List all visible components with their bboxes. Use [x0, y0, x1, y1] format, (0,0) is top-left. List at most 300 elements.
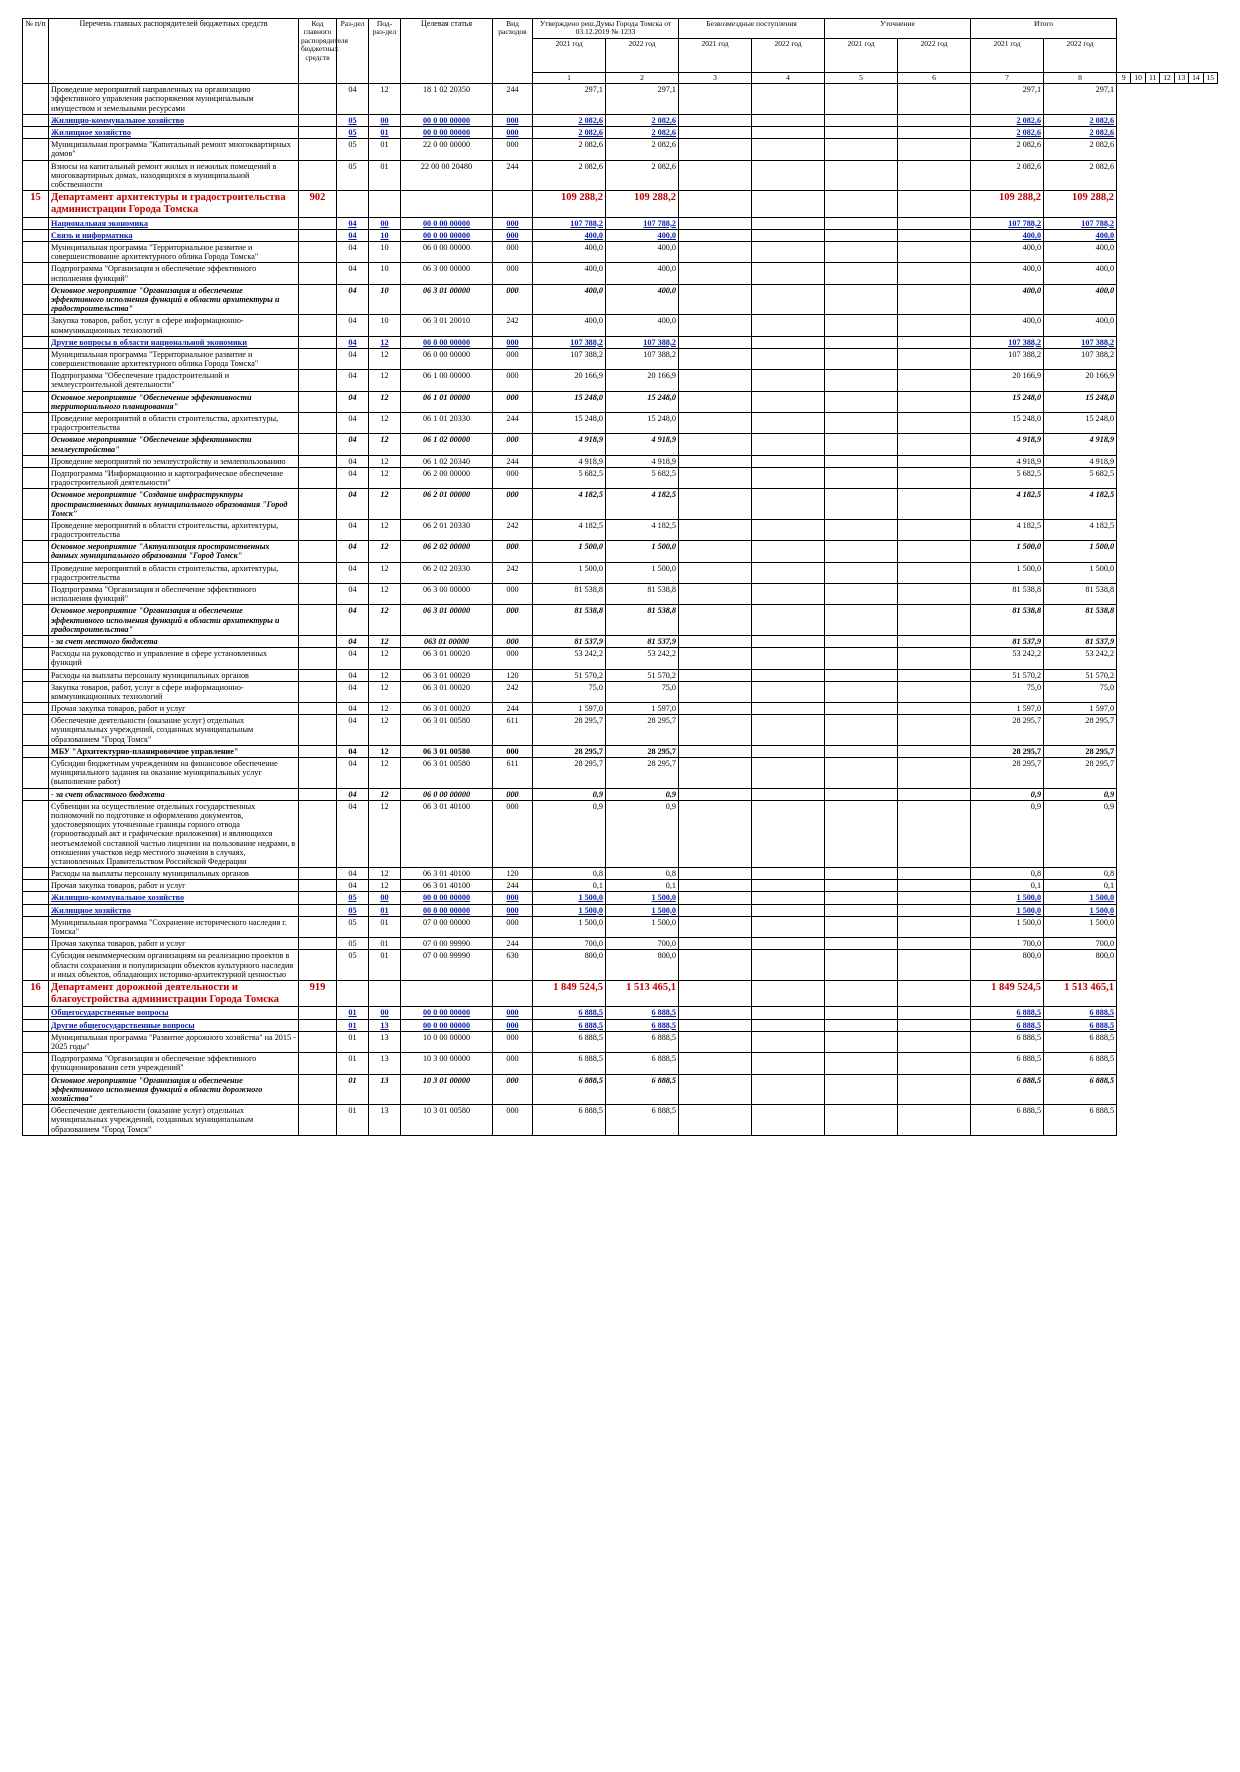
- row-itogo-2021: 4 918,9: [971, 455, 1044, 467]
- row-kod: [299, 263, 337, 284]
- row-podrazdel: 12: [369, 455, 401, 467]
- row-approved-2021: 15 248,0: [533, 391, 606, 412]
- row-vid: 611: [493, 758, 533, 789]
- row-itogo-2021: 1 597,0: [971, 703, 1044, 715]
- row-utochnenie-2022: [898, 541, 971, 562]
- table-row: [23, 160, 1218, 191]
- table-row: [23, 336, 1218, 348]
- row-approved-2021: 75,0: [533, 681, 606, 702]
- row-itogo-2022: 2 082,6: [1044, 127, 1117, 139]
- row-utochnenie-2022: [898, 370, 971, 391]
- row-utochnenie-2022: [898, 1074, 971, 1105]
- row-kod: [299, 1031, 337, 1052]
- colnum-10: 10: [1131, 72, 1145, 84]
- row-approved-2022: 1 500,0: [606, 904, 679, 916]
- row-number: [23, 84, 49, 115]
- row-approved-2021: 0,1: [533, 880, 606, 892]
- row-kod: [299, 467, 337, 488]
- row-approved-2021: 400,0: [533, 229, 606, 241]
- header-itogo-2022: 2022 год: [1044, 38, 1117, 72]
- row-celevaya: 10 0 00 00000: [401, 1031, 493, 1052]
- row-celevaya: 06 2 02 20330: [401, 562, 493, 583]
- row-celevaya: 06 3 01 40100: [401, 800, 493, 867]
- row-number: [23, 1053, 49, 1074]
- row-utochnenie-2022: [898, 348, 971, 369]
- row-podrazdel: 01: [369, 938, 401, 950]
- row-razdel: 04: [337, 315, 369, 336]
- row-bezvozmezdnye-2022: [752, 880, 825, 892]
- row-kod: [299, 1053, 337, 1074]
- row-bezvozmezdnye-2022: [752, 160, 825, 191]
- row-name: - за счет местного бюджета: [49, 635, 299, 647]
- row-kod: [299, 635, 337, 647]
- row-number: [23, 605, 49, 636]
- header-bezvozmezdnye-2021: 2021 год: [679, 38, 752, 72]
- row-utochnenie-2022: [898, 980, 971, 1007]
- row-approved-2021: 400,0: [533, 263, 606, 284]
- row-vid: 000: [493, 1053, 533, 1074]
- row-approved-2022: 28 295,7: [606, 745, 679, 757]
- row-bezvozmezdnye-2021: [679, 703, 752, 715]
- row-bezvozmezdnye-2022: [752, 868, 825, 880]
- row-number: [23, 114, 49, 126]
- row-bezvozmezdnye-2021: [679, 892, 752, 904]
- row-itogo-2021: 51 570,2: [971, 669, 1044, 681]
- row-bezvozmezdnye-2022: [752, 745, 825, 757]
- row-bezvozmezdnye-2021: [679, 584, 752, 605]
- row-kod: [299, 562, 337, 583]
- row-itogo-2021: 2 082,6: [971, 114, 1044, 126]
- row-approved-2021: 1 597,0: [533, 703, 606, 715]
- row-kod: [299, 800, 337, 867]
- row-bezvozmezdnye-2021: [679, 284, 752, 315]
- row-celevaya: 06 3 01 00580: [401, 715, 493, 746]
- row-vid: 120: [493, 868, 533, 880]
- row-razdel: 05: [337, 904, 369, 916]
- row-razdel: 04: [337, 880, 369, 892]
- row-utochnenie-2021: [825, 868, 898, 880]
- row-approved-2022: 400,0: [606, 284, 679, 315]
- row-vid: 242: [493, 681, 533, 702]
- row-approved-2022: 81 538,8: [606, 584, 679, 605]
- row-utochnenie-2021: [825, 880, 898, 892]
- row-itogo-2021: 400,0: [971, 229, 1044, 241]
- row-kod: [299, 127, 337, 139]
- row-approved-2021: 0,9: [533, 788, 606, 800]
- row-bezvozmezdnye-2022: [752, 669, 825, 681]
- row-itogo-2022: 28 295,7: [1044, 715, 1117, 746]
- row-approved-2022: 4 918,9: [606, 434, 679, 455]
- row-utochnenie-2022: [898, 648, 971, 669]
- table-row: [23, 1053, 1218, 1074]
- row-number: [23, 284, 49, 315]
- row-itogo-2021: 1 500,0: [971, 562, 1044, 583]
- row-number: [23, 1105, 49, 1136]
- row-razdel: 01: [337, 1074, 369, 1105]
- row-utochnenie-2022: [898, 434, 971, 455]
- row-podrazdel: 13: [369, 1053, 401, 1074]
- row-celevaya: 06 2 01 20330: [401, 519, 493, 540]
- row-bezvozmezdnye-2022: [752, 413, 825, 434]
- row-approved-2021: 0,9: [533, 800, 606, 867]
- table-row: [23, 681, 1218, 702]
- row-utochnenie-2021: [825, 745, 898, 757]
- table-row: [23, 191, 1218, 218]
- row-approved-2021: 400,0: [533, 242, 606, 263]
- header-group-utochnenie: Уточнение: [825, 19, 971, 39]
- row-razdel: 04: [337, 348, 369, 369]
- row-itogo-2022: 5 682,5: [1044, 467, 1117, 488]
- row-utochnenie-2022: [898, 1031, 971, 1052]
- row-approved-2022: 6 888,5: [606, 1007, 679, 1019]
- row-celevaya: 06 2 01 00000: [401, 489, 493, 520]
- row-approved-2022: 400,0: [606, 263, 679, 284]
- row-itogo-2022: 400,0: [1044, 315, 1117, 336]
- row-approved-2021: 28 295,7: [533, 758, 606, 789]
- row-bezvozmezdnye-2022: [752, 892, 825, 904]
- row-utochnenie-2021: [825, 455, 898, 467]
- row-name: Закупка товаров, работ, услуг в сфере информационно-коммуникационных технологий: [49, 315, 299, 336]
- row-name: Проведение мероприятий направленных на организацию эффективного управления распоряжения муниципальным имуществом и земельными ресурсами: [49, 84, 299, 115]
- row-number: [23, 669, 49, 681]
- row-vid: 000: [493, 139, 533, 160]
- row-kod: [299, 904, 337, 916]
- row-utochnenie-2022: [898, 669, 971, 681]
- row-name: Расходы на руководство и управление в сфере установленных функций: [49, 648, 299, 669]
- row-itogo-2021: 0,1: [971, 880, 1044, 892]
- row-number: [23, 758, 49, 789]
- row-utochnenie-2022: [898, 916, 971, 937]
- row-approved-2021: 4 918,9: [533, 434, 606, 455]
- row-name: Закупка товаров, работ, услуг в сфере информационно-коммуникационных технологий: [49, 681, 299, 702]
- row-podrazdel: 12: [369, 391, 401, 412]
- row-bezvozmezdnye-2022: [752, 1007, 825, 1019]
- row-itogo-2022: 0,8: [1044, 868, 1117, 880]
- row-bezvozmezdnye-2021: [679, 217, 752, 229]
- row-itogo-2021: 28 295,7: [971, 758, 1044, 789]
- row-kod: [299, 892, 337, 904]
- row-vid: 000: [493, 605, 533, 636]
- row-name: Прочая закупка товаров, работ и услуг: [49, 938, 299, 950]
- row-approved-2021: 28 295,7: [533, 745, 606, 757]
- row-approved-2021: 6 888,5: [533, 1074, 606, 1105]
- row-name: Взносы на капитальный ремонт жилых и нежилых помещений в многоквартирных домах, находящихся в муниципальной собственности: [49, 160, 299, 191]
- row-itogo-2022: 4 918,9: [1044, 434, 1117, 455]
- row-itogo-2022: 0,9: [1044, 800, 1117, 867]
- row-approved-2021: 6 888,5: [533, 1019, 606, 1031]
- row-utochnenie-2021: [825, 648, 898, 669]
- row-utochnenie-2021: [825, 1053, 898, 1074]
- row-podrazdel: 01: [369, 160, 401, 191]
- row-name: Муниципальная программа "Территориальное развитие и совершенствование архитектурного облика Города Томска": [49, 242, 299, 263]
- row-name: Подпрограмма "Организация и обеспечение эффективного функционирования сети учреждений": [49, 1053, 299, 1074]
- row-bezvozmezdnye-2021: [679, 916, 752, 937]
- table-row: [23, 284, 1218, 315]
- row-approved-2021: 400,0: [533, 284, 606, 315]
- row-bezvozmezdnye-2021: [679, 880, 752, 892]
- row-approved-2021: 51 570,2: [533, 669, 606, 681]
- row-utochnenie-2022: [898, 191, 971, 218]
- row-utochnenie-2022: [898, 880, 971, 892]
- row-kod: [299, 391, 337, 412]
- table-row: [23, 263, 1218, 284]
- row-utochnenie-2021: [825, 562, 898, 583]
- row-name: Проведение мероприятий в области строительства, архитектуры, градостроительства: [49, 562, 299, 583]
- row-itogo-2022: 53 242,2: [1044, 648, 1117, 669]
- row-utochnenie-2022: [898, 703, 971, 715]
- row-approved-2022: 81 538,8: [606, 605, 679, 636]
- row-itogo-2021: 1 500,0: [971, 916, 1044, 937]
- row-approved-2022: 28 295,7: [606, 758, 679, 789]
- row-bezvozmezdnye-2022: [752, 370, 825, 391]
- row-razdel: 04: [337, 758, 369, 789]
- row-podrazdel: 12: [369, 370, 401, 391]
- row-vid: 000: [493, 434, 533, 455]
- row-podrazdel: 01: [369, 916, 401, 937]
- row-celevaya: 06 0 00 00000: [401, 242, 493, 263]
- row-podrazdel: 01: [369, 127, 401, 139]
- row-kod: [299, 541, 337, 562]
- row-vid: 000: [493, 1031, 533, 1052]
- row-number: [23, 519, 49, 540]
- table-row: [23, 519, 1218, 540]
- table-row: [23, 467, 1218, 488]
- row-approved-2021: 4 182,5: [533, 489, 606, 520]
- row-bezvozmezdnye-2021: [679, 84, 752, 115]
- row-utochnenie-2022: [898, 160, 971, 191]
- table-row: [23, 916, 1218, 937]
- row-utochnenie-2022: [898, 127, 971, 139]
- colnum-15: 15: [1203, 72, 1217, 84]
- row-celevaya: 00 0 00 00000: [401, 1007, 493, 1019]
- row-utochnenie-2022: [898, 681, 971, 702]
- row-number: [23, 1074, 49, 1105]
- table-body: [23, 84, 1218, 1135]
- row-razdel: 04: [337, 284, 369, 315]
- colnum-3: 3: [679, 72, 752, 84]
- header-bezvozmezdnye-2022: 2022 год: [752, 38, 825, 72]
- row-kod: [299, 745, 337, 757]
- header-np: № п/п: [23, 19, 49, 84]
- table-row: [23, 605, 1218, 636]
- row-approved-2022: 6 888,5: [606, 1019, 679, 1031]
- row-kod: [299, 455, 337, 467]
- table-row: [23, 562, 1218, 583]
- row-bezvozmezdnye-2022: [752, 467, 825, 488]
- colnum-2: 2: [606, 72, 679, 84]
- row-itogo-2021: 4 918,9: [971, 434, 1044, 455]
- row-utochnenie-2022: [898, 938, 971, 950]
- row-celevaya: 06 3 01 40100: [401, 880, 493, 892]
- row-podrazdel: 10: [369, 242, 401, 263]
- row-podrazdel: 12: [369, 703, 401, 715]
- row-approved-2021: 6 888,5: [533, 1053, 606, 1074]
- row-itogo-2022: 0,9: [1044, 788, 1117, 800]
- row-itogo-2021: 81 538,8: [971, 605, 1044, 636]
- row-podrazdel: 12: [369, 758, 401, 789]
- row-bezvozmezdnye-2021: [679, 455, 752, 467]
- row-itogo-2022: 75,0: [1044, 681, 1117, 702]
- row-bezvozmezdnye-2022: [752, 788, 825, 800]
- row-approved-2022: 4 182,5: [606, 489, 679, 520]
- row-itogo-2021: 28 295,7: [971, 715, 1044, 746]
- row-utochnenie-2022: [898, 519, 971, 540]
- colnum-7: 7: [971, 72, 1044, 84]
- row-podrazdel: 12: [369, 880, 401, 892]
- row-podrazdel: 10: [369, 315, 401, 336]
- row-approved-2022: 81 537,9: [606, 635, 679, 647]
- row-itogo-2021: 0,8: [971, 868, 1044, 880]
- row-utochnenie-2022: [898, 336, 971, 348]
- row-podrazdel: 13: [369, 1074, 401, 1105]
- row-approved-2021: 2 082,6: [533, 114, 606, 126]
- table-row: [23, 1007, 1218, 1019]
- row-bezvozmezdnye-2022: [752, 263, 825, 284]
- row-bezvozmezdnye-2021: [679, 1105, 752, 1136]
- row-approved-2021: 6 888,5: [533, 1031, 606, 1052]
- row-utochnenie-2021: [825, 413, 898, 434]
- row-utochnenie-2022: [898, 217, 971, 229]
- row-razdel: 04: [337, 584, 369, 605]
- row-bezvozmezdnye-2022: [752, 114, 825, 126]
- row-utochnenie-2021: [825, 584, 898, 605]
- row-name: Основное мероприятие "Обеспечение эффективности территориального планирования": [49, 391, 299, 412]
- row-itogo-2022: 4 918,9: [1044, 455, 1117, 467]
- row-number: [23, 139, 49, 160]
- row-approved-2021: 81 537,9: [533, 635, 606, 647]
- row-itogo-2022: 4 182,5: [1044, 489, 1117, 520]
- row-vid: 000: [493, 391, 533, 412]
- row-itogo-2021: 0,9: [971, 800, 1044, 867]
- row-vid: 000: [493, 1007, 533, 1019]
- row-approved-2022: 15 248,0: [606, 391, 679, 412]
- row-utochnenie-2022: [898, 1105, 971, 1136]
- row-razdel: 04: [337, 434, 369, 455]
- row-approved-2022: 6 888,5: [606, 1031, 679, 1052]
- row-itogo-2022: 20 166,9: [1044, 370, 1117, 391]
- row-podrazdel: 00: [369, 114, 401, 126]
- row-bezvozmezdnye-2022: [752, 1053, 825, 1074]
- row-approved-2021: 800,0: [533, 950, 606, 981]
- row-approved-2022: 1 500,0: [606, 541, 679, 562]
- row-razdel: 04: [337, 788, 369, 800]
- row-itogo-2022: 15 248,0: [1044, 391, 1117, 412]
- row-razdel: 04: [337, 242, 369, 263]
- row-utochnenie-2021: [825, 284, 898, 315]
- row-vid: 244: [493, 84, 533, 115]
- row-podrazdel: 12: [369, 541, 401, 562]
- row-utochnenie-2021: [825, 1031, 898, 1052]
- row-celevaya: 06 3 01 00020: [401, 703, 493, 715]
- row-approved-2021: 2 082,6: [533, 160, 606, 191]
- row-approved-2022: 1 500,0: [606, 562, 679, 583]
- row-podrazdel: 12: [369, 635, 401, 647]
- row-approved-2022: 5 682,5: [606, 467, 679, 488]
- row-itogo-2022: 1 597,0: [1044, 703, 1117, 715]
- row-approved-2021: 6 888,5: [533, 1007, 606, 1019]
- row-itogo-2021: 15 248,0: [971, 413, 1044, 434]
- row-vid: 242: [493, 519, 533, 540]
- row-razdel: 05: [337, 950, 369, 981]
- row-utochnenie-2021: [825, 980, 898, 1007]
- row-number: [23, 584, 49, 605]
- row-utochnenie-2022: [898, 242, 971, 263]
- row-itogo-2022: 700,0: [1044, 938, 1117, 950]
- row-approved-2021: 700,0: [533, 938, 606, 950]
- row-approved-2022: 4 918,9: [606, 455, 679, 467]
- row-razdel: 04: [337, 635, 369, 647]
- row-approved-2021: 1 500,0: [533, 904, 606, 916]
- row-bezvozmezdnye-2021: [679, 715, 752, 746]
- row-itogo-2021: 1 500,0: [971, 904, 1044, 916]
- row-razdel: 04: [337, 745, 369, 757]
- row-kod: [299, 139, 337, 160]
- row-vid: 000: [493, 800, 533, 867]
- table-row: [23, 84, 1218, 115]
- row-approved-2022: 51 570,2: [606, 669, 679, 681]
- row-razdel: 01: [337, 1031, 369, 1052]
- row-number: [23, 916, 49, 937]
- row-kod: [299, 348, 337, 369]
- row-approved-2021: 2 082,6: [533, 139, 606, 160]
- row-bezvozmezdnye-2021: [679, 315, 752, 336]
- row-bezvozmezdnye-2021: [679, 139, 752, 160]
- row-utochnenie-2021: [825, 242, 898, 263]
- row-vid: 000: [493, 370, 533, 391]
- row-bezvozmezdnye-2022: [752, 562, 825, 583]
- row-itogo-2022: 800,0: [1044, 950, 1117, 981]
- row-bezvozmezdnye-2022: [752, 391, 825, 412]
- row-itogo-2021: 2 082,6: [971, 160, 1044, 191]
- row-approved-2021: 1 500,0: [533, 562, 606, 583]
- row-utochnenie-2022: [898, 715, 971, 746]
- row-approved-2021: 1 500,0: [533, 541, 606, 562]
- row-bezvozmezdnye-2022: [752, 191, 825, 218]
- row-kod: [299, 489, 337, 520]
- row-bezvozmezdnye-2022: [752, 1019, 825, 1031]
- row-name: Расходы на выплаты персоналу муниципальных органов: [49, 868, 299, 880]
- header-utochnenie-2022: 2022 год: [898, 38, 971, 72]
- row-name: Прочая закупка товаров, работ и услуг: [49, 703, 299, 715]
- row-utochnenie-2022: [898, 489, 971, 520]
- row-number: [23, 715, 49, 746]
- row-itogo-2022: 81 538,8: [1044, 605, 1117, 636]
- colnum-6: 6: [898, 72, 971, 84]
- row-name: Муниципальная программа "Сохранение исторического наследия г. Томска": [49, 916, 299, 937]
- row-celevaya: 063 01 00000: [401, 635, 493, 647]
- row-razdel: 04: [337, 84, 369, 115]
- row-utochnenie-2021: [825, 1007, 898, 1019]
- row-name: Расходы на выплаты персоналу муниципальных органов: [49, 669, 299, 681]
- row-bezvozmezdnye-2021: [679, 348, 752, 369]
- header-group-bezvozmezdnye: Безвозмездные поступления: [679, 19, 825, 39]
- row-podrazdel: 12: [369, 336, 401, 348]
- row-vid: [493, 191, 533, 218]
- header-itogo-2021: 2021 год: [971, 38, 1044, 72]
- row-approved-2021: 1 849 524,5: [533, 980, 606, 1007]
- table-row: [23, 139, 1218, 160]
- row-approved-2021: 109 288,2: [533, 191, 606, 218]
- row-number: [23, 892, 49, 904]
- table-row: [23, 1019, 1218, 1031]
- row-number: 15: [23, 191, 49, 218]
- row-bezvozmezdnye-2021: [679, 114, 752, 126]
- row-itogo-2022: 81 538,8: [1044, 584, 1117, 605]
- row-bezvozmezdnye-2021: [679, 242, 752, 263]
- colnum-11: 11: [1145, 72, 1159, 84]
- row-itogo-2022: 2 082,6: [1044, 139, 1117, 160]
- row-podrazdel: 12: [369, 745, 401, 757]
